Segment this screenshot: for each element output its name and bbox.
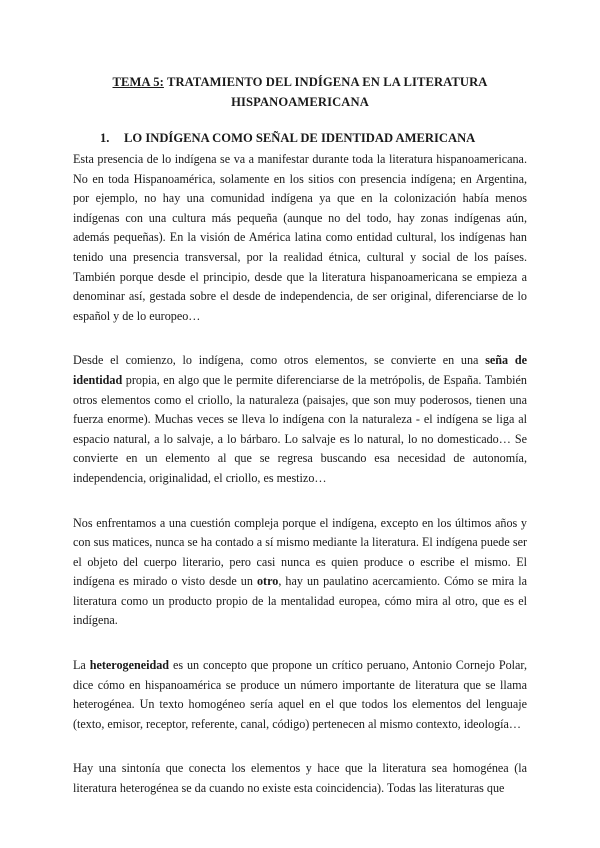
paragraph-3-text-b: , hay un paulatino acercamiento. Cómo se mira la literatura como un producto propio de la mentalidad europea, cómo mira al otro, que es el indígena.	[73, 574, 527, 628]
paragraph-2	[73, 351, 527, 488]
paragraph-3	[73, 514, 527, 632]
section-number: 1.	[100, 131, 110, 145]
paragraph-1: Esta presencia de lo indígena se va a manifestar durante toda la literatura hispanoamericana. No en toda Hispanoamérica, solamente en los sitios con presencia indígena; en Argentina, por ejemplo, no hay una comunidad indígena ya que en la colonización había menos indígenas con una cultura más pequeña (aunque no del todo, hay zonas indígenas aún, además pequeñas). En la visión de América latina como entidad cultural, los indígenas han tenido una presencia transversal, por la realidad étnica, cultural y social de los países. También porque desde el principio, desde que la literatura hispanoamericana se empieza a denominar así, gestada sobre el desde de independencia, de ser original, diferenciarse de lo español y de lo europeo…	[73, 152, 527, 323]
paragraph-2-text-a: Desde el comienzo, lo indígena, como otros elementos, se convierte en una	[73, 353, 486, 368]
paragraph-2-text-b: propia, en algo que le permite diferenciarse de la metrópolis, de España. También otros elementos como el criollo, la naturaleza (paisajes, que son muy poderosos, tienen una fuerza enorme). Muchas veces se lleva lo indígena con la naturaleza - el indígena se liga al espacio natural, a lo salvaje, a lo bárbaro. Lo salvaje es lo natural, lo no domesticado… Se convierte en un elemento al que se regresa buscando esa necesidad de autonomía, independencia, originalidad, el criollo, es mestizo…	[73, 372, 527, 485]
paragraph-3-text-a: Nos enfrentamos a una cuestión compleja porque el indígena, excepto en los últimos años y con sus matices, nunca se ha contado a sí mismo mediante la literatura. El indígena puede ser el objeto del cuerpo literario, pero casi nunca es quien produce o escribe el mismo. El indígena es mirado o visto desde un	[73, 515, 527, 589]
paragraph-4-text-b: es un concepto que propone un crítico peruano, Antonio Cornejo Polar, dice cómo en hispanoamérica se produce un número importante de literatura que se llama heterogénea. Un texto homogéneo sería aquel en el que todos los elementos del lenguaje (texto, emisor, receptor, referente, canal, código) pertenecen al mismo contexto, ideología…	[73, 658, 527, 731]
paragraph-4	[73, 656, 527, 734]
title-line-2: HISPANOAMERICANA	[231, 95, 369, 109]
title-prefix: TEMA 5:	[112, 75, 164, 89]
paragraph-4-bold: heterogeneidad	[89, 658, 170, 673]
paragraph-3-bold: otro	[256, 574, 279, 589]
section-heading	[100, 131, 475, 146]
paragraph-2-bold: seña de identidad	[73, 353, 527, 387]
section-heading-text: LO INDÍGENA COMO SEÑAL DE IDENTIDAD AMERICANA	[124, 131, 476, 145]
page-title	[73, 72, 527, 112]
paragraph-4-text-a: La	[73, 658, 90, 673]
paragraph-5: Hay una sintonía que conecta los elementos y hace que la literatura sea homogénea (la literatura heterogénea se da cuando no existe esta coincidencia). Todas las literaturas que	[73, 761, 527, 796]
document-body	[73, 150, 527, 824]
title-rest: TRATAMIENTO DEL INDÍGENA EN LA LITERATURA	[163, 75, 488, 89]
